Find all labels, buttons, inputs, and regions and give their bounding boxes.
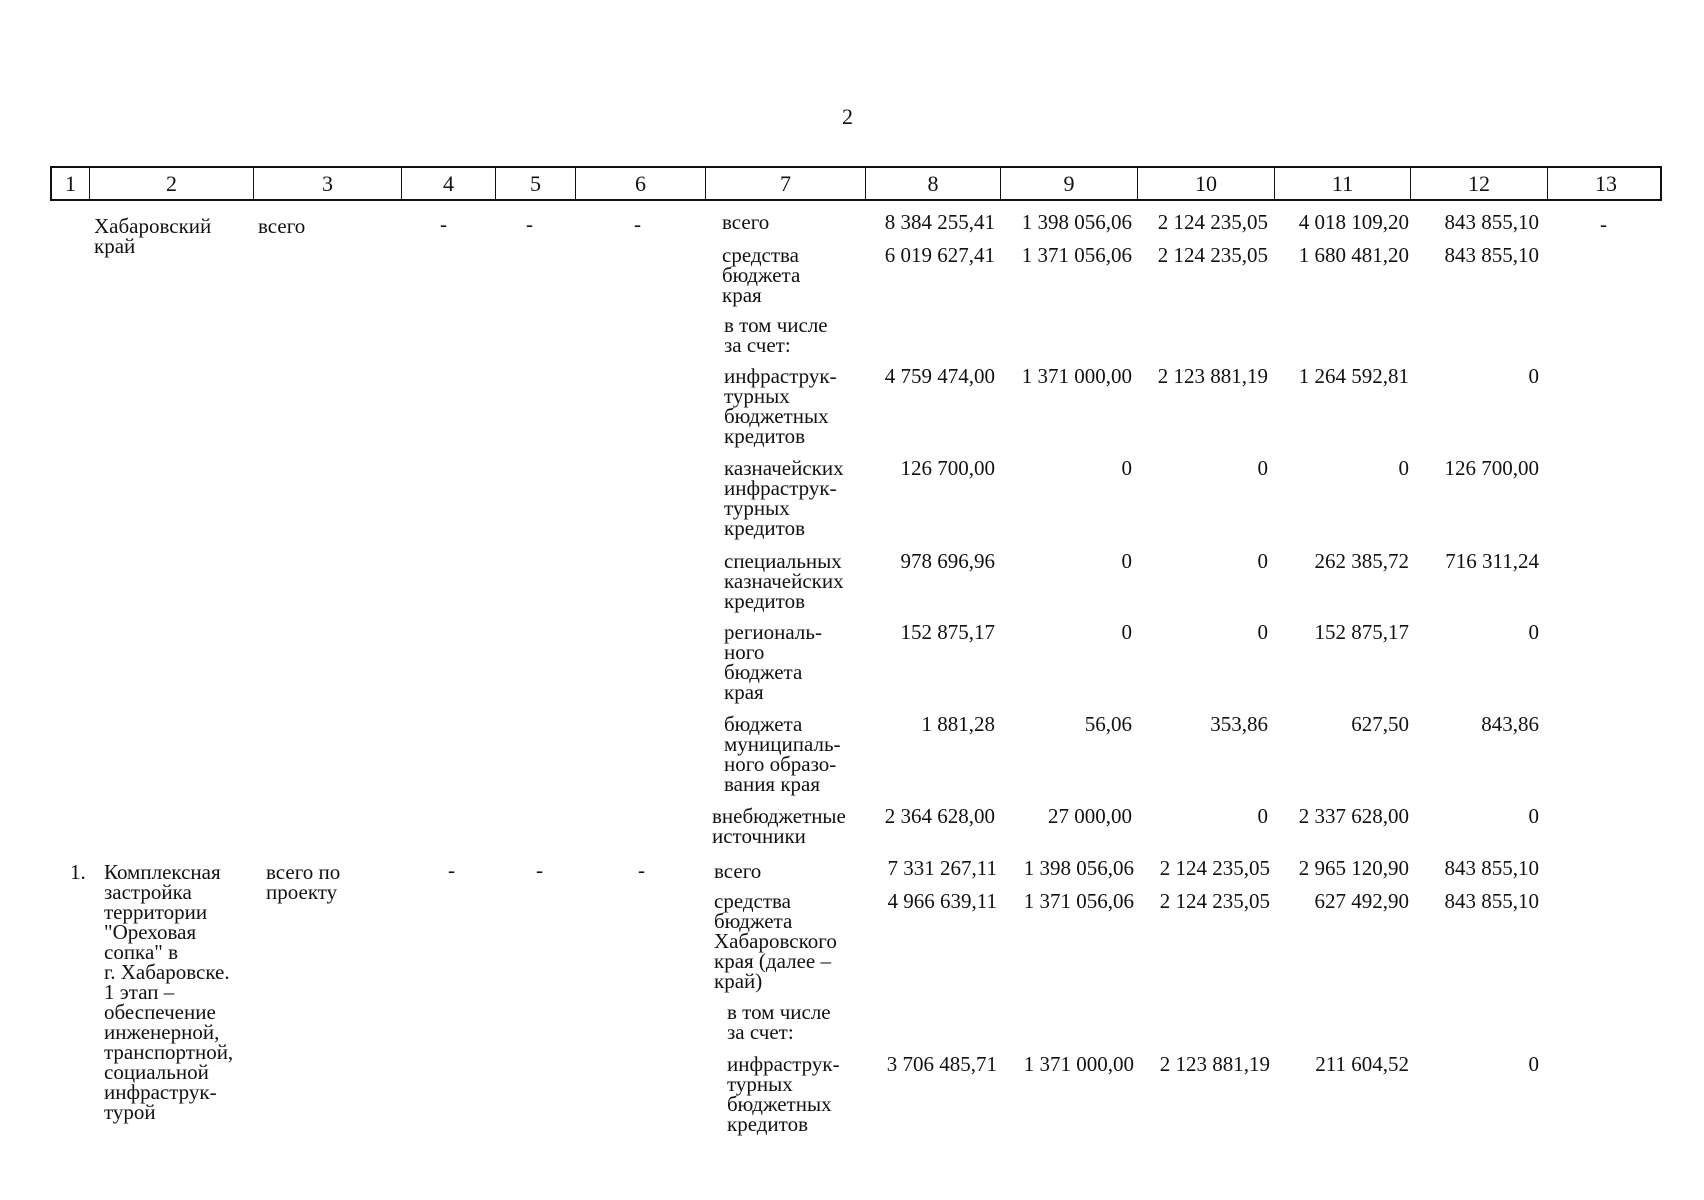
value-col12: 716 311,24 <box>1445 549 1539 573</box>
value-col9: 1 371 056,06 <box>1023 889 1134 913</box>
source-label: казначейских инфраструк- турных кредитов <box>724 456 844 540</box>
value-col10: 2 123 881,19 <box>1159 1052 1270 1076</box>
column-header-row <box>50 166 1662 201</box>
value-col12: 0 <box>1528 804 1539 828</box>
value-col8: 4 966 639,11 <box>887 889 997 913</box>
value-col12: 0 <box>1528 1052 1539 1076</box>
source-label: специальных казначейских кредитов <box>724 549 844 613</box>
source-label: средства бюджета Хабаровского края (далее – край) <box>714 889 837 993</box>
value-col12: 843 855,10 <box>1444 856 1539 880</box>
col4-value: - <box>448 858 455 882</box>
value-col12: 843,86 <box>1481 712 1539 736</box>
value-col10: 2 124 235,05 <box>1157 243 1268 267</box>
col4-value: - <box>440 212 447 236</box>
value-col12: 126 700,00 <box>1444 456 1539 480</box>
value-col11: 627,50 <box>1351 712 1409 736</box>
value-col8: 978 696,96 <box>900 549 995 573</box>
value-col11: 0 <box>1398 456 1409 480</box>
value-col9: 1 371 000,00 <box>1021 364 1132 388</box>
scope-label: всего по проекту <box>266 860 341 904</box>
value-col11: 2 337 628,00 <box>1298 804 1409 828</box>
page-number: 2 <box>842 104 853 129</box>
col5-value: - <box>526 212 533 236</box>
source-label: в том числе за счет: <box>727 1000 831 1044</box>
project-name: Комплексная застройка территории "Ореховая сопка" в г. Хабаровске. 1 этап – обеспечение инженерной, транспортной, социальной инфраструк- турой <box>104 860 234 1124</box>
value-col8: 126 700,00 <box>900 456 995 480</box>
value-col8: 3 706 485,71 <box>886 1052 997 1076</box>
header-cell: 8 <box>866 168 1001 199</box>
value-col11: 4 018 109,20 <box>1298 210 1409 234</box>
value-col8: 6 019 627,41 <box>884 243 995 267</box>
value-col9: 0 <box>1121 549 1132 573</box>
value-col9: 1 371 056,06 <box>1021 243 1132 267</box>
source-label: средства бюджета края <box>722 243 801 307</box>
value-col9: 1 398 056,06 <box>1023 856 1134 880</box>
value-col10: 2 124 235,05 <box>1159 889 1270 913</box>
source-label: внебюджетные источники <box>712 804 846 848</box>
region-name: Хабаровский край <box>94 214 212 258</box>
value-col12: 843 855,10 <box>1444 210 1539 234</box>
header-cell: 10 <box>1138 168 1275 199</box>
value-col12: 0 <box>1528 364 1539 388</box>
value-col9: 1 371 000,00 <box>1023 1052 1134 1076</box>
value-col12: 843 855,10 <box>1444 243 1539 267</box>
value-col12: 843 855,10 <box>1444 889 1539 913</box>
value-col11: 152 875,17 <box>1314 620 1409 644</box>
value-col8: 152 875,17 <box>900 620 995 644</box>
project-number: 1. <box>70 860 86 884</box>
value-col11: 262 385,72 <box>1314 549 1409 573</box>
header-cell: 6 <box>576 168 706 199</box>
header-cell: 13 <box>1595 171 1617 196</box>
col6-value: - <box>638 858 645 882</box>
value-col9: 0 <box>1121 456 1132 480</box>
source-label: бюджета муниципаль- ного образо- вания края <box>724 712 841 796</box>
value-col10: 0 <box>1257 804 1268 828</box>
header-cell: 4 <box>402 168 496 199</box>
source-label: всего <box>714 859 762 883</box>
col6-value: - <box>634 212 641 236</box>
value-col10: 0 <box>1257 549 1268 573</box>
value-col11: 1 680 481,20 <box>1298 243 1409 267</box>
source-label: в том числе за счет: <box>724 313 828 357</box>
value-col12: 0 <box>1528 620 1539 644</box>
header-cell: 11 <box>1275 168 1411 199</box>
source-label: инфраструк- турных бюджетных кредитов <box>727 1052 840 1136</box>
value-col8: 4 759 474,00 <box>884 364 995 388</box>
value-col8: 1 881,28 <box>921 712 995 736</box>
value-col11: 2 965 120,90 <box>1298 856 1409 880</box>
value-col10: 2 124 235,05 <box>1157 210 1268 234</box>
value-col8: 7 331 267,11 <box>887 856 997 880</box>
value-col10: 2 124 235,05 <box>1159 856 1270 880</box>
value-col9: 56,06 <box>1084 712 1132 736</box>
value-col8: 8 384 255,41 <box>884 210 995 234</box>
source-label: всего <box>722 210 770 234</box>
value-col10: 2 123 881,19 <box>1157 364 1268 388</box>
header-cell: 5 <box>496 168 576 199</box>
header-cell: 1 <box>52 168 90 199</box>
value-col9: 1 398 056,06 <box>1021 210 1132 234</box>
value-col10: 0 <box>1257 620 1268 644</box>
header-cell: 2 <box>90 168 254 199</box>
header-cell: 12 <box>1411 168 1548 199</box>
value-col10: 353,86 <box>1210 712 1268 736</box>
value-col10: 0 <box>1257 456 1268 480</box>
header-cell: 9 <box>1001 168 1138 199</box>
source-label: инфраструк- турных бюджетных кредитов <box>724 364 837 448</box>
col13-value: - <box>1600 212 1607 236</box>
header-cell: 7 <box>706 168 866 199</box>
value-col9: 27 000,00 <box>1048 804 1132 828</box>
value-col11: 627 492,90 <box>1314 889 1409 913</box>
header-cell: 3 <box>254 168 402 199</box>
value-col8: 2 364 628,00 <box>884 804 995 828</box>
col5-value: - <box>536 858 543 882</box>
source-label: региональ- ного бюджета края <box>724 620 822 704</box>
value-col11: 1 264 592,81 <box>1298 364 1409 388</box>
value-col11: 211 604,52 <box>1315 1052 1409 1076</box>
value-col9: 0 <box>1121 620 1132 644</box>
scope-label: всего <box>258 214 306 238</box>
